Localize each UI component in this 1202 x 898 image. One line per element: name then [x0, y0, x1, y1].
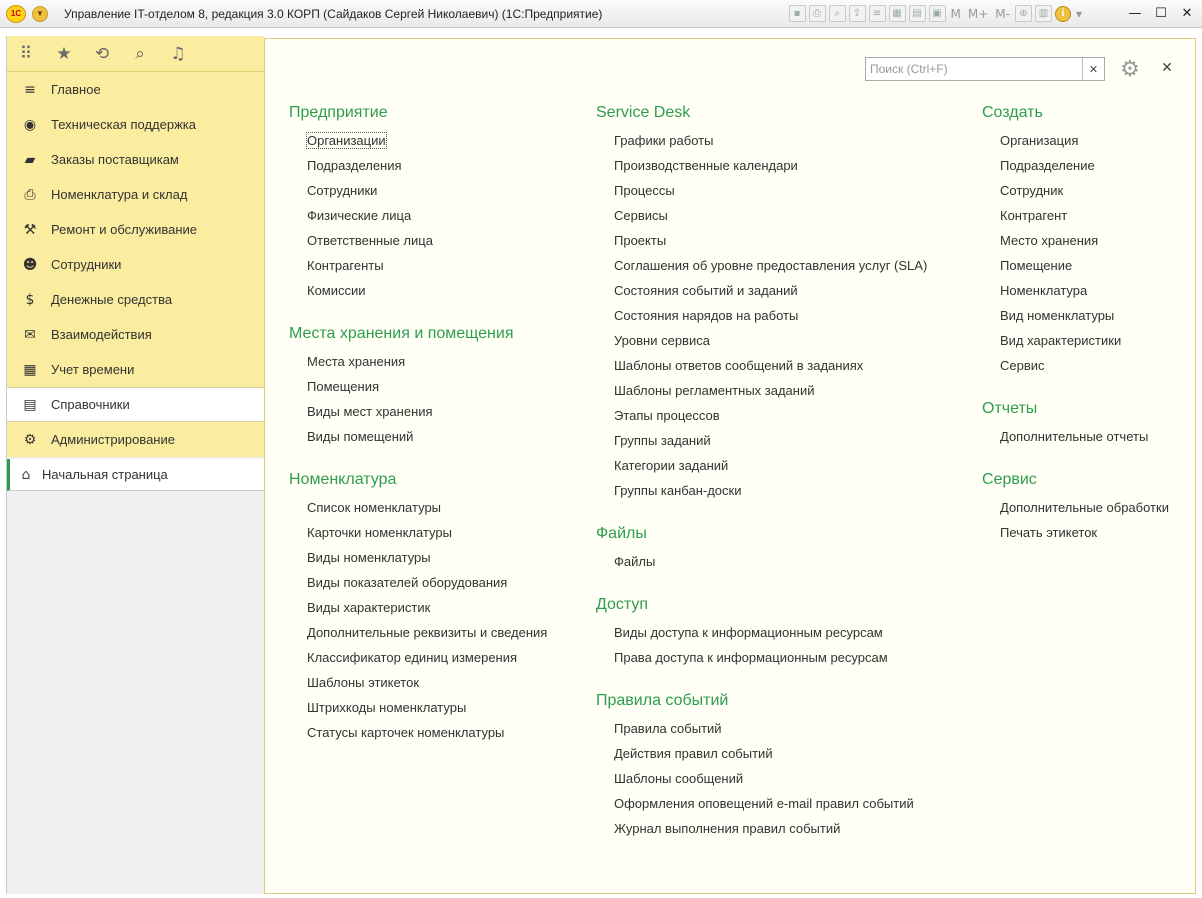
- group-create: [982, 102, 1192, 382]
- save-icon[interactable]: ▪: [789, 5, 806, 22]
- group-title: Сервис: [982, 471, 1037, 488]
- memory-plus-button[interactable]: M+: [967, 6, 989, 21]
- info-icon[interactable]: i: [1055, 6, 1071, 22]
- link-rooms[interactable]: Помещения: [307, 379, 380, 394]
- link-production-calendars[interactable]: Производственные календари: [614, 158, 798, 173]
- people-icon: ☻: [22, 256, 38, 273]
- window-close-button[interactable]: ✕: [1181, 5, 1193, 21]
- catalogs-panel: [264, 38, 1196, 894]
- link-room-types[interactable]: Виды помещений: [307, 429, 414, 444]
- link-create-nomenclature-type[interactable]: Вид номенклатуры: [1000, 308, 1115, 323]
- link-projects[interactable]: Проекты: [614, 233, 667, 248]
- calendar-icon: ▦: [23, 361, 37, 378]
- link-reply-templates[interactable]: Шаблоны ответов сообщений в заданиях: [614, 358, 864, 373]
- opened-page-home[interactable]: ⌂ Начальная страница: [7, 459, 264, 491]
- close-panel-icon[interactable]: ✕: [1161, 60, 1173, 76]
- clear-search-icon[interactable]: ✕: [1082, 58, 1104, 80]
- link-create-storage-place[interactable]: Место хранения: [1000, 233, 1099, 248]
- group-title: Номенклатура: [289, 471, 397, 488]
- link-files[interactable]: Файлы: [614, 554, 656, 569]
- link-create-department[interactable]: Подразделение: [1000, 158, 1095, 173]
- section-interactions[interactable]: ✉ Взаимодействия: [7, 317, 264, 352]
- truck-icon: ▰: [24, 151, 36, 168]
- link-access-rights[interactable]: Права доступа к информационным ресурсам: [614, 650, 888, 665]
- section-supplier-orders[interactable]: ▰ Заказы поставщикам: [7, 142, 264, 177]
- envelope-icon: ✉: [24, 326, 36, 343]
- link-kanban-groups[interactable]: Группы канбан-доски: [614, 483, 742, 498]
- link-additional-attributes[interactable]: Дополнительные реквизиты и сведения: [307, 625, 548, 640]
- link-employees[interactable]: Сотрудники: [307, 183, 378, 198]
- link-scheduled-task-templates[interactable]: Шаблоны регламентных заданий: [614, 383, 815, 398]
- favorites-star-icon[interactable]: ★: [56, 43, 72, 64]
- group-files: [596, 523, 976, 578]
- link-work-schedules[interactable]: Графики работы: [614, 133, 714, 148]
- section-time-tracking[interactable]: ▦ Учет времени: [7, 352, 264, 387]
- link-barcodes[interactable]: Штрихкоды номенклатуры: [307, 700, 467, 715]
- link-label-templates[interactable]: Шаблоны этикеток: [307, 675, 420, 690]
- group-event-rules: [596, 690, 976, 845]
- link-event-rule-actions[interactable]: Действия правил событий: [614, 746, 773, 761]
- group-title: Правила событий: [596, 692, 729, 709]
- group-access: [596, 594, 976, 674]
- group-service: [982, 469, 1192, 549]
- link-task-groups[interactable]: Группы заданий: [614, 433, 711, 448]
- section-repair[interactable]: ⚒ Ремонт и обслуживание: [7, 212, 264, 247]
- link-event-task-states[interactable]: Состояния событий и заданий: [614, 283, 798, 298]
- link-commissions[interactable]: Комиссии: [307, 283, 366, 298]
- quick-access-bar: [7, 36, 264, 72]
- sections-panel: [7, 72, 264, 457]
- link-individuals[interactable]: Физические лица: [307, 208, 412, 223]
- section-nomenclature[interactable]: ⎙ Номенклатура и склад: [7, 177, 264, 212]
- link-sla[interactable]: Соглашения об уровне предоставления услуг (SLA): [614, 258, 928, 273]
- link-storage-types[interactable]: Виды мест хранения: [307, 404, 433, 419]
- group-enterprise: [289, 102, 589, 307]
- dropdown-icon[interactable]: ▾: [1075, 6, 1082, 21]
- link-event-rules[interactable]: Правила событий: [614, 721, 722, 736]
- link-create-employee[interactable]: Сотрудник: [1000, 183, 1064, 198]
- link-access-types[interactable]: Виды доступа к информационным ресурсам: [614, 625, 883, 640]
- search-input[interactable]: Поиск (Ctrl+F): [870, 62, 948, 76]
- print-preview-icon[interactable]: ⌕: [829, 5, 846, 22]
- link-create-characteristic-type[interactable]: Вид характеристики: [1000, 333, 1122, 348]
- group-title: Отчеты: [982, 400, 1038, 417]
- link-counterparties[interactable]: Контрагенты: [307, 258, 384, 273]
- group-reports: [982, 398, 1192, 453]
- link-create-organization[interactable]: Организация: [1000, 133, 1079, 148]
- section-money[interactable]: $ Денежные средства: [7, 282, 264, 317]
- history-icon[interactable]: ⟲: [94, 43, 110, 64]
- app-logo-icon: 1С: [6, 5, 26, 23]
- notifications-bell-icon[interactable]: ♫: [170, 43, 186, 64]
- group-nomenclature: [289, 469, 589, 749]
- link-equipment-indicators[interactable]: Виды показателей оборудования: [307, 575, 508, 590]
- document-icon[interactable]: ≡: [869, 5, 886, 22]
- group-title: Создать: [982, 104, 1043, 121]
- section-support[interactable]: ◉ Техническая поддержка: [7, 107, 264, 142]
- printer-icon: ⎙: [24, 186, 36, 203]
- link-nomenclature-cards[interactable]: Карточки номенклатуры: [307, 525, 452, 540]
- link-create-room[interactable]: Помещение: [1000, 258, 1073, 273]
- tools-icon: ⚒: [23, 221, 37, 238]
- link-message-templates[interactable]: Шаблоны сообщений: [614, 771, 744, 786]
- lifebuoy-icon: ◉: [23, 116, 37, 133]
- link-departments[interactable]: Подразделения: [307, 158, 402, 173]
- link-event-rule-log[interactable]: Журнал выполнения правил событий: [614, 821, 841, 836]
- link-nomenclature-list[interactable]: Список номенклатуры: [307, 500, 442, 515]
- link-work-order-states[interactable]: Состояния нарядов на работы: [614, 308, 799, 323]
- settings-gear-icon[interactable]: ⚙: [1120, 56, 1140, 82]
- column-1: [289, 102, 589, 765]
- section-administration[interactable]: ⚙ Администрирование: [7, 422, 264, 457]
- spreadsheet-icon[interactable]: ▦: [889, 5, 906, 22]
- print-icon[interactable]: ⎙: [809, 5, 826, 22]
- link-additional-processing[interactable]: Дополнительные обработки: [1000, 500, 1169, 515]
- link-organizations[interactable]: Организации: [307, 133, 386, 148]
- gear-icon: ⚙: [23, 431, 37, 448]
- link-email-notification-layouts[interactable]: Оформления оповещений e-mail правил событий: [614, 796, 914, 811]
- link-services[interactable]: Сервисы: [614, 208, 668, 223]
- window-title: Управление IT-отделом 8, редакция 3.0 КОРП (Сайдаков Сергей Николаевич) (1С:Предприятие): [64, 6, 603, 21]
- link-create-nomenclature[interactable]: Номенклатура: [1000, 283, 1088, 298]
- calendar-icon[interactable]: ▣: [929, 5, 946, 22]
- link-task-categories[interactable]: Категории заданий: [614, 458, 729, 473]
- group-title: Места хранения и помещения: [289, 325, 514, 342]
- memory-button[interactable]: M: [950, 6, 961, 21]
- link-responsible-persons[interactable]: Ответственные лица: [307, 233, 433, 248]
- group-title: Файлы: [596, 525, 647, 542]
- title-bar: [0, 0, 1202, 28]
- link-card-statuses[interactable]: Статусы карточек номенклатуры: [307, 725, 505, 740]
- group-title: Доступ: [596, 596, 649, 613]
- calculator-icon[interactable]: ▤: [909, 5, 926, 22]
- upload-icon[interactable]: ⇪: [849, 5, 866, 22]
- group-storage: [289, 323, 589, 453]
- column-2: [596, 102, 976, 861]
- link-nomenclature-types[interactable]: Виды номенклатуры: [307, 550, 431, 565]
- link-processes[interactable]: Процессы: [614, 183, 675, 198]
- apps-grid-icon[interactable]: ⠿: [19, 43, 33, 64]
- link-additional-reports[interactable]: Дополнительные отчеты: [1000, 429, 1149, 444]
- section-catalogs[interactable]: ▤ Справочники: [7, 387, 264, 422]
- column-3: [982, 102, 1192, 565]
- title-toolbar: [789, 5, 1085, 22]
- group-title: Предприятие: [289, 104, 388, 121]
- home-icon: ⌂: [21, 466, 31, 483]
- link-create-service[interactable]: Сервис: [1000, 358, 1045, 373]
- panels-icon[interactable]: ▥: [1035, 5, 1052, 22]
- zoom-icon[interactable]: ⊕: [1015, 5, 1032, 22]
- link-service-levels[interactable]: Уровни сервиса: [614, 333, 710, 348]
- books-icon: ▤: [23, 396, 37, 413]
- section-main[interactable]: ≡ Главное: [7, 72, 264, 107]
- group-service-desk: [596, 102, 976, 507]
- link-process-stages[interactable]: Этапы процессов: [614, 408, 720, 423]
- link-create-counterparty[interactable]: Контрагент: [1000, 208, 1068, 223]
- minimize-button[interactable]: —: [1128, 5, 1142, 21]
- link-print-labels[interactable]: Печать этикеток: [1000, 525, 1098, 540]
- search-icon[interactable]: ⌕: [135, 43, 145, 64]
- group-title: Service Desk: [596, 104, 691, 121]
- menu-icon: ≡: [24, 81, 36, 98]
- link-storage-places[interactable]: Места хранения: [307, 354, 406, 369]
- main-menu-button[interactable]: ▼: [32, 6, 48, 22]
- maximize-button[interactable]: ☐: [1155, 5, 1167, 21]
- search-box: [865, 57, 1105, 81]
- section-employees[interactable]: ☻ Сотрудники: [22, 256, 122, 273]
- link-units-classifier[interactable]: Классификатор единиц измерения: [307, 650, 518, 665]
- sidebar: [6, 36, 264, 894]
- link-characteristic-types[interactable]: Виды характеристик: [307, 600, 431, 615]
- money-bag-icon: $: [25, 291, 35, 308]
- memory-minus-button[interactable]: M-: [995, 6, 1010, 21]
